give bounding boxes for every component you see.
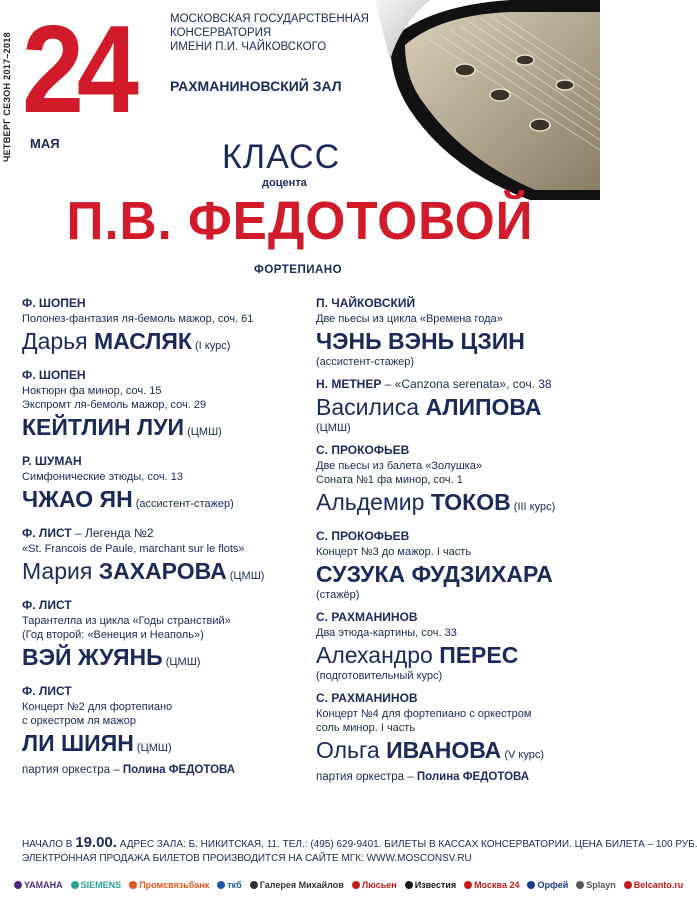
composer-name-text: С. ПРОКОФЬЕВ [316,443,410,457]
ticket-info-line [22,834,697,852]
performer-status: (III курс) [510,501,556,513]
composer-name [316,296,594,310]
sponsor-name: Орфей [537,880,569,890]
class-heading: КЛАСС [222,138,341,176]
composer-name-text: П. ЧАЙКОВСКИЙ [316,296,416,310]
performer-status: (стажёр) [316,589,360,601]
orchestra-part [316,771,594,783]
performer-last-name: ЧЖАО ЯН [22,486,133,512]
performer-name [316,327,594,355]
sponsor-logo [576,880,616,890]
performer-name [316,560,594,588]
performer-name [316,393,594,421]
sponsor-logo-icon [464,881,472,889]
composer-name [316,377,594,391]
orchestra-label: партия оркестра – [316,771,417,783]
orchestra-performer: Полина ФЕДОТОВА [416,771,530,783]
performer-name [22,729,322,762]
sponsor-logo [129,880,209,890]
sponsor-name: Галерея Михайлов [259,880,344,890]
program-left-column [22,296,322,784]
work-title: Два этюда-картины, соч. 33 [316,627,457,639]
instrument-label: ФОРТЕПИАНО [254,264,343,276]
work-title: Две пьесы из балета «Золушка» [316,460,482,472]
composer-name [316,443,594,457]
sponsor-logo [14,880,63,890]
sponsor-logo-icon [576,881,584,889]
composer-name [22,454,322,468]
sponsor-logo-icon [352,881,360,889]
program-item [22,684,322,776]
sponsor-logos [14,876,684,894]
performer-last-name: КЕЙТЛИН ЛУИ [22,414,185,440]
performer-last-name: МАСЛЯК [94,328,192,354]
concert-month: МАЯ [30,136,60,151]
performer-last-name: ВЭЙ ЖУЯНЬ [22,644,163,670]
performer-last-name: ЗАХАРОВА [98,558,227,584]
sponsor-logo [352,880,397,890]
grand-piano-image [370,0,600,200]
composer-name-text: Ф. ЛИСТ [22,526,72,540]
sponsor-logo-icon [527,881,535,889]
venue-line: КОНСЕРВАТОРИЯ [170,27,272,39]
composer-name [22,526,322,540]
program-item [316,529,594,602]
program-item [22,368,322,446]
composer-name-text: С. РАХМАНИНОВ [316,691,418,705]
venue-line: ИМЕНИ П.И. ЧАЙКОВСКОГО [170,41,327,53]
address-text: АДРЕС ЗАЛА: Б. НИКИТСКАЯ, 11. ТЕЛ.: (495) 629-9401. БИЛЕТЫ В КАССАХ КОНСЕРВАТОРИИ. ЦЕНА БИЛЕТА – 100 РУБ. [116,839,697,850]
venue-line: МОСКОВСКАЯ ГОСУДАРСТВЕННАЯ [170,13,369,25]
venue-name [170,12,369,54]
performer-first-name: Ольга [316,737,387,763]
performer-status: (подготовительный курс) [316,670,443,682]
orchestra-part [22,764,322,776]
teacher-name: П.В. ФЕДОТОВОЙ [66,191,534,251]
sponsor-name: Известия [414,880,457,890]
program-item [316,296,594,369]
work-title: с оркестром ля мажор [22,715,136,727]
sponsor-name: Люсьен [361,880,397,890]
sponsor-logo [217,880,241,890]
start-time: 19.00. [75,834,117,851]
performer-name [22,643,322,676]
performer-last-name: ЛИ ШИЯН [22,730,134,756]
performer-name [22,485,322,518]
composer-name-text: Ф. ЛИСТ [22,684,72,698]
composer-name [22,684,322,698]
composer-name-text: Ф. ШОПЕН [22,296,86,310]
orchestra-performer: Полина ФЕДОТОВА [122,764,236,776]
performer-name [316,736,594,769]
performer-first-name: Мария [22,558,99,584]
sponsor-logo-icon [71,881,79,889]
performer-first-name: Алехандро [316,642,440,668]
performer-status: (ассистент-стажер) [316,356,415,368]
work-title: Две пьесы из цикла «Времена года» [316,313,503,325]
sponsor-name: SIEMENS [80,880,122,890]
sponsor-name: Промсвязьбанк [139,880,210,890]
composer-name [22,598,322,612]
online-sales-text: ЭЛЕКТРОННАЯ ПРОДАЖА БИЛЕТОВ ПРОИЗВОДИТСЯ НА САЙТЕ МГК: WWW.MOSCONSV.RU [22,853,472,864]
composer-name-text: Ф. ШОПЕН [22,368,86,382]
work-title: Симфонические этюды, соч. 13 [22,471,183,483]
program-item [22,598,322,676]
performer-status: (ЦМШ) [184,426,222,438]
hall-name: РАХМАНИНОВСКИЙ ЗАЛ [170,78,342,94]
performer-last-name: АЛИПОВА [425,394,542,420]
program-item [316,443,594,521]
sponsor-logo [405,880,456,890]
composer-name [316,610,594,624]
performer-status: (I курс) [191,340,231,352]
sponsor-logo [464,880,519,890]
performer-status: (V курс) [501,749,545,761]
orchestra-label: партия оркестра – [22,764,123,776]
program-item [316,377,594,435]
sponsor-logo [71,880,122,890]
concert-day: 24 [22,1,132,139]
work-title: (Год второй: «Венеция и Неаполь») [22,629,204,641]
performer-name [22,413,322,446]
program-item [316,691,594,783]
work-title: Тарантелла из цикла «Годы странствий» [22,615,231,627]
performer-first-name: Дарья [22,328,94,354]
program-item [22,454,322,518]
composer-name-text: Р. ШУМАН [22,454,82,468]
work-title: Соната №1 фа минор, соч. 1 [316,474,463,486]
program-right-column [316,296,594,791]
performer-name [22,557,322,590]
sponsor-name: Splayn [586,880,616,890]
performer-last-name: ТОКОВ [430,489,511,515]
performer-status: (ЦМШ) [133,742,172,754]
program-item [316,610,594,683]
program-item [22,526,322,590]
performer-name [316,641,594,669]
performer-last-name: СУЗУКА ФУДЗИХАРА [316,561,553,587]
sponsor-logo-icon [129,881,137,889]
sponsor-logo-icon [624,881,632,889]
performer-status: (ЦМШ) [162,656,201,668]
ticket-info [22,834,697,866]
work-title: Концерт №4 для фортепиано с оркестром [316,708,532,720]
work-title: Концерт №3 до мажор. I часть [316,546,472,558]
program-item [22,296,322,360]
composer-name [316,529,594,543]
work-title: Ноктюрн фа минор, соч. 15 [22,385,162,397]
performer-last-name: ИВАНОВА [386,737,502,763]
sponsor-name: ткб [227,880,242,890]
performer-first-name: Альдемир [316,489,431,515]
docent-label: доцента [262,177,307,189]
sponsor-logo [624,880,684,890]
composer-name-text: Н. МЕТНЕР [316,377,382,391]
composer-name [316,691,594,705]
sponsor-name: Belcanto.ru [633,880,684,890]
work-title: Экспромт ля-бемоль мажор, соч. 29 [22,399,207,411]
sponsor-logo [527,880,568,890]
sponsor-logo-icon [217,881,225,889]
start-label: НАЧАЛО В [22,839,76,850]
composer-name [22,368,322,382]
performer-name [22,327,322,360]
performer-name [316,488,594,521]
sponsor-logo-icon [14,881,22,889]
composer-name-text: С. ПРОКОФЬЕВ [316,529,410,543]
work-title-inline: – «Canzona serenata», соч. 38 [381,377,552,391]
composer-name [22,296,322,310]
sponsor-name: Москва 24 [474,880,520,890]
side-label: ЧЕТВЕРГ СЕЗОН 2017–2018 [2,32,12,162]
work-title: «St. Francois de Paule, marchant sur le flots» [22,543,245,555]
performer-last-name: ПЕРЕС [439,642,519,668]
work-title-inline: – Легенда №2 [71,526,154,540]
performer-status: (ЦМШ) [226,570,265,582]
composer-name-text: С. РАХМАНИНОВ [316,610,418,624]
sponsor-logo-icon [405,881,413,889]
composer-name-text: Ф. ЛИСТ [22,598,72,612]
performer-status: (ЦМШ) [316,422,351,434]
performer-last-name: ЧЭНЬ ВЭНЬ ЦЗИН [316,328,525,354]
work-title: Полонез-фантазия ля-бемоль мажор, соч. 61 [22,313,254,325]
performer-first-name: Василиса [316,394,426,420]
sponsor-name: YAMAHA [24,880,63,890]
performer-status: (ассистент-стажер) [132,498,234,510]
work-title: соль минор. I часть [316,722,416,734]
sponsor-logo [250,880,344,890]
sponsor-logo-icon [250,881,258,889]
work-title: Концерт №2 для фортепиано [22,701,173,713]
